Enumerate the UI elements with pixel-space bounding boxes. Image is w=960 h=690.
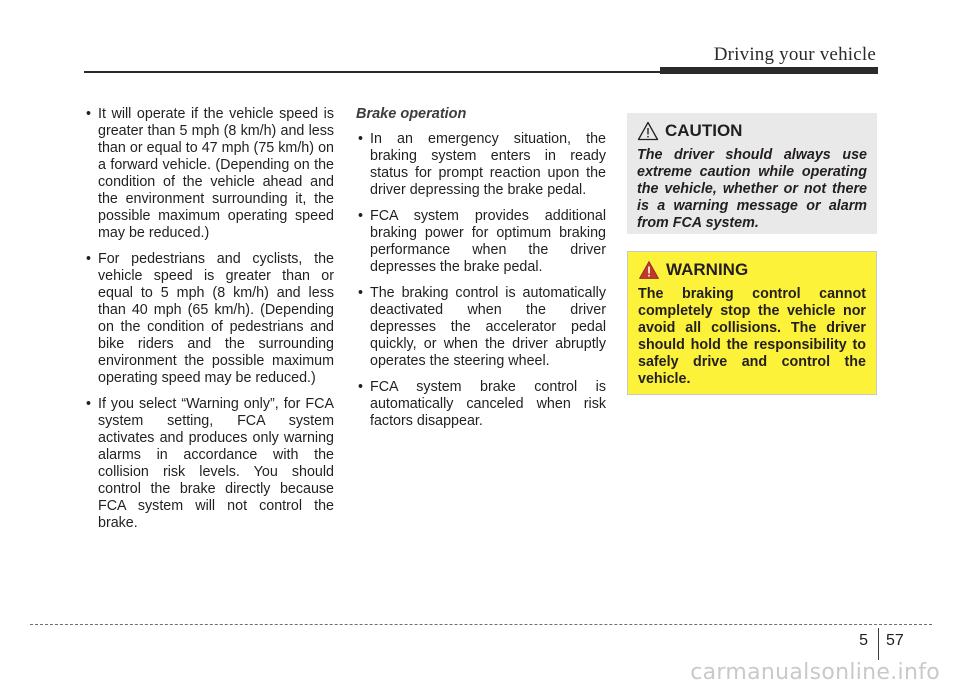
warning-triangle-icon (638, 260, 660, 280)
warning-header (638, 260, 866, 280)
page-number-divider (878, 628, 879, 660)
caution-box (627, 113, 877, 234)
page-number: 57 (886, 632, 904, 649)
list-item: • If you select “Warning only”, for FCA system setting, FCA system activates and produces only warning alarms in accordance with the collision risk levels. You should control the brake directly because FCA system will not control the brake. (84, 396, 334, 532)
warning-text: The braking control cannot completely stop the vehicle nor avoid all collisions. The driver should hold the responsibility to safely drive and control the vehicle. (638, 286, 866, 387)
left-column (84, 106, 334, 541)
caution-header (637, 121, 867, 141)
list-item: • FCA system brake control is automatically canceled when risk factors disappear. (356, 379, 606, 430)
list-item: • FCA system provides additional braking power for optimum braking performance when the driver depresses the brake pedal. (356, 208, 606, 276)
list-item: • The braking control is automatically deactivated when the driver depresses the accelerator pedal quickly, or when the driver abruptly operates the steering wheel. (356, 285, 606, 370)
header-rule-thin (84, 71, 660, 73)
list-item: • In an emergency situation, the braking system enters in ready status for prompt reaction upon the driver depressing the brake pedal. (356, 131, 606, 199)
list-item: • It will operate if the vehicle speed is greater than 5 mph (8 km/h) and less than or equal to 47 mph (75 km/h) on a forward vehicle. (Depending on the condition of the vehicle ahead and the environment surrounding it, the possible maximum operating speed may be reduced.) (84, 106, 334, 242)
section-title-brake-operation: Brake operation (356, 106, 467, 122)
page-header-title: Driving your vehicle (713, 44, 876, 65)
chapter-number: 5 (859, 632, 868, 649)
caution-triangle-icon (637, 121, 659, 141)
list-item: • For pedestrians and cyclists, the vehicle speed is greater than or equal to 5 mph (8 km/h) and less than 40 mph (65 km/h). (Depending on the condition of pedestrians and bike riders and the surrounding environment the possible maximum operating speed may be reduced.) (84, 251, 334, 387)
caution-text: The driver should always use extreme caution while operating the vehicle, whether or not there is a warning message or alarm from FCA system. (637, 147, 867, 231)
middle-column (356, 106, 606, 439)
header-rule-thick (660, 67, 878, 74)
warning-label: WARNING (666, 260, 749, 279)
watermark: carmanualsonline.info (690, 660, 940, 685)
footer-dashed-line (30, 624, 932, 625)
caution-label: CAUTION (665, 121, 743, 140)
warning-box (627, 251, 877, 395)
